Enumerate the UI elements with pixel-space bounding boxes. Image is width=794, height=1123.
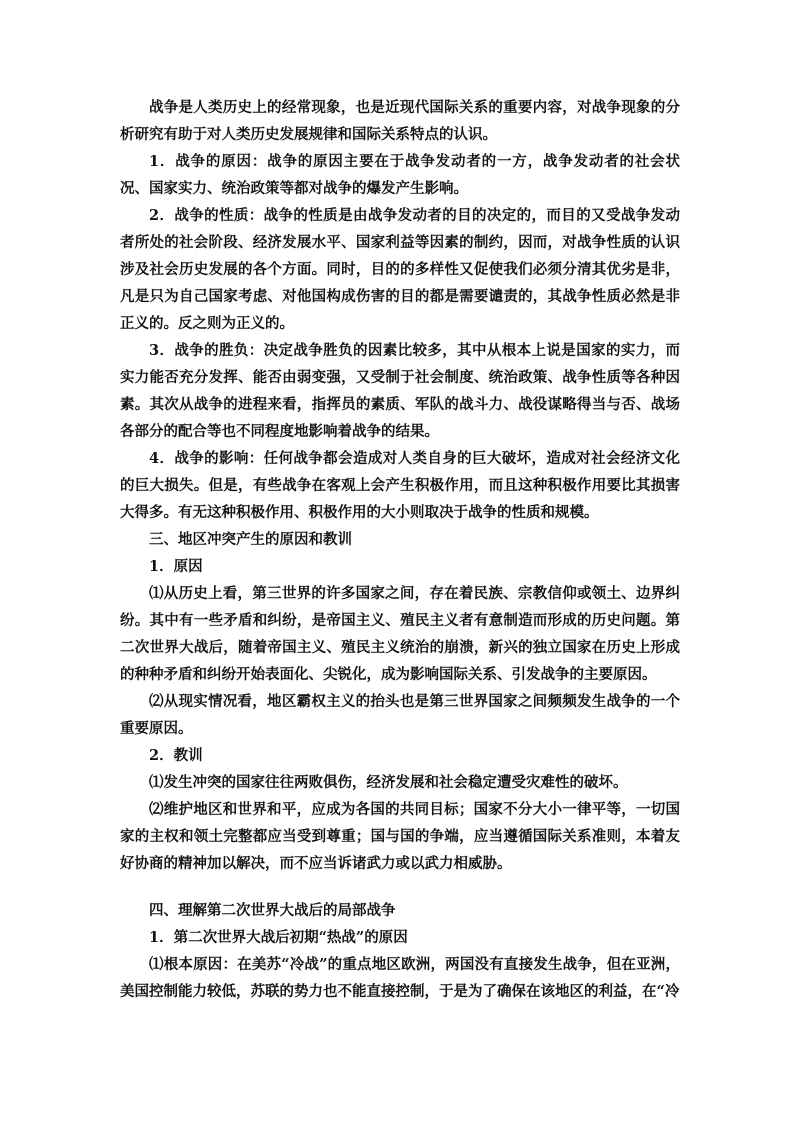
subheading-causes: 1．原因 [149, 558, 203, 575]
paragraph-war-nature: 2．战争的性质：战争的性质是由战争发动者的目的决定的，而目的又受战争发动者所处的社会阶段、经济发展水平、国家利益等因素的制约，因而，对战争性质的认识涉及社会历史发展的各个方面。同时，目的的多样性又促使我们必须分清其优劣是非，凡是只为自己国家考虑、对他国构成伤害的目的都是需要谴责的，其战争性质必然是非正义的。反之则为正义的。 [120, 207, 680, 332]
paragraph-lesson-1: ⑴发生冲突的国家往往两败俱伤，经济发展和社会稳定遭受灾难性的破坏。 [149, 774, 628, 791]
section-heading-regional-conflict: 三、地区冲突产生的原因和教训 [149, 531, 352, 548]
paragraph-war-impact: 4．战争的影响：任何战争都会造成对人类自身的巨大破坏，造成对社会经济文化的巨大损失。但是，有些战争在客观上会产生积极作用，而且这种积极作用要比其损害大得多。有无这种积极作用、积极作用的大小则取决于战争的性质和规模。 [120, 450, 680, 521]
paragraph-intro: 战争是人类历史上的经常现象，也是近现代国际关系的重要内容，对战争现象的分析研究有助于对人类历史发展规律和国际关系特点的认识。 [120, 99, 680, 143]
paragraph-historical-cause: ⑴从历史上看，第三世界的许多国家之间，存在着民族、宗教信仰或领土、边界纠纷。其中有一些矛盾和纠纷，是帝国主义、殖民主义者有意制造而形成的历史问题。第二次世界大战后，随着帝国主义、殖民主义统治的崩溃，新兴的独立国家在历史上形成的种种矛盾和纠纷开始表面化、尖锐化，成为影响国际关系、引发战争的主要原因。 [120, 585, 680, 683]
paragraph-root-cause: ⑴根本原因：在美苏“冷战”的重点地区欧洲，两国没有直接发生战争，但在亚洲，美国控制能力较低，苏联的势力也不能直接控制，于是为了确保在该地区的利益，在“冷 [120, 956, 680, 1000]
subheading-hot-war-causes: 1．第二次世界大战后初期“热战”的原因 [149, 929, 408, 946]
paragraph-war-outcome: 3．战争的胜负：决定战争胜负的因素比较多，其中从根本上说是国家的实力，而实力能否充分发挥、能否由弱变强，又受制于社会制度、统治政策、战争性质等各种因素。其次从战争的进程来看，指挥员的素质、军队的战斗力、战役谋略得当与否、战场各部分的配合等也不同程度地影响着战争的结果。 [120, 342, 680, 440]
document-body [120, 94, 680, 1005]
section-heading-local-wars: 四、理解第二次世界大战后的局部战争 [149, 902, 396, 919]
subheading-lessons: 2．教训 [149, 747, 203, 764]
paragraph-lesson-2: ⑵维护地区和世界和平，应成为各国的共同目标；国家不分大小一律平等，一切国家的主权和领土完整都应当受到尊重；国与国的争端，应当遵循国际关系准则，本着友好协商的精神加以解决，而不应当诉诸武力或以武力相威胁。 [120, 801, 680, 872]
paragraph-war-causes: 1．战争的原因：战争的原因主要在于战争发动者的一方，战争发动者的社会状况、国家实力、统治政策等都对战争的爆发产生影响。 [120, 153, 680, 197]
spacer [120, 877, 680, 897]
paragraph-current-cause: ⑵从现实情况看，地区霸权主义的抬头也是第三世界国家之间频频发生战争的一个重要原因。 [120, 693, 680, 737]
